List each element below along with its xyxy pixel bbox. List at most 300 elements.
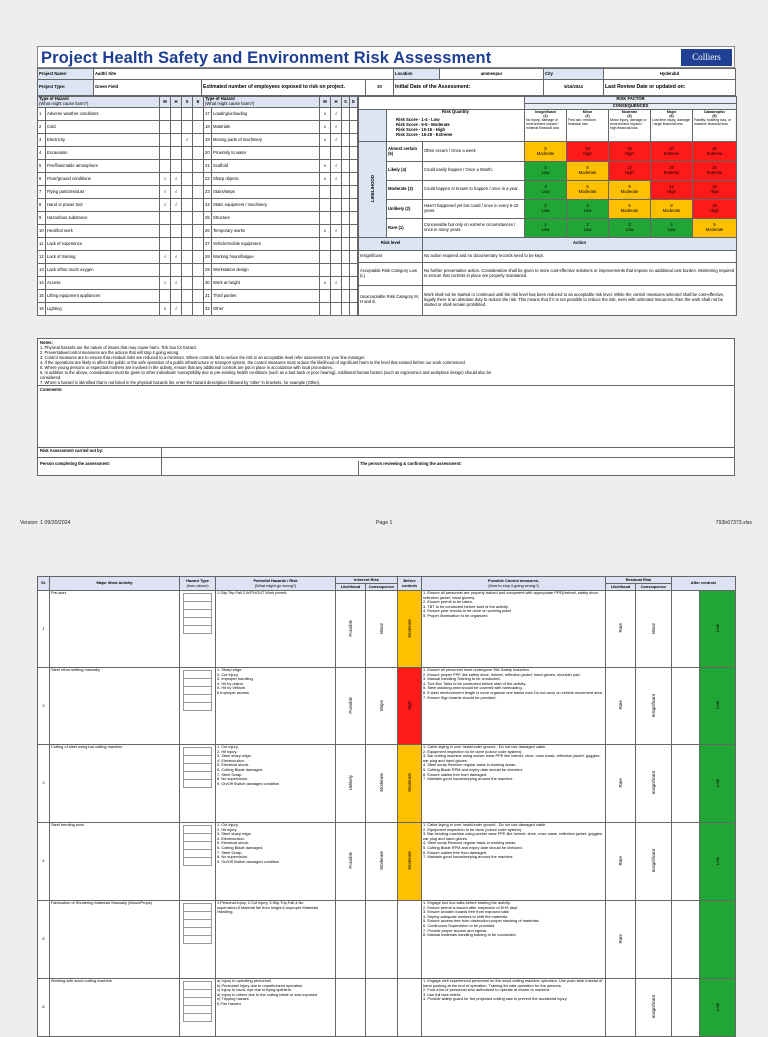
hazard-check-s[interactable]	[182, 199, 193, 212]
risk-score: 12	[669, 183, 674, 189]
risk-cell	[525, 180, 567, 199]
hazard-check-s[interactable]	[182, 277, 193, 290]
hazard-check-s[interactable]	[182, 160, 193, 173]
hazard-check-s[interactable]	[342, 199, 350, 212]
hazard-check-e[interactable]	[350, 264, 358, 277]
hazard-check-h[interactable]	[171, 121, 182, 134]
hazard-check-s[interactable]	[182, 212, 193, 225]
hazard-check-h[interactable]	[331, 303, 342, 316]
hazard-number: 24	[204, 199, 212, 212]
hazard-check-e[interactable]	[350, 212, 358, 225]
hazard-check-e[interactable]	[350, 121, 358, 134]
hazard-type-cells	[180, 979, 216, 1037]
hazard-type-input[interactable]	[184, 602, 212, 610]
action-header: Action	[423, 238, 737, 250]
after-controls-rating: Low	[700, 979, 736, 1037]
hazard-row	[38, 238, 358, 251]
hazard-check-m[interactable]: x	[320, 225, 331, 238]
completing-label: Person completing the assessment:	[40, 461, 111, 466]
after-spacer	[672, 591, 700, 668]
hazard-number: 12	[38, 251, 46, 264]
reviewing-label: The person reviewing & confirming the assessment:	[360, 461, 462, 466]
city-label: City	[544, 69, 604, 80]
risk-cell	[609, 142, 651, 161]
hazard-check-m[interactable]	[160, 108, 171, 121]
hazard-type-input[interactable]	[184, 834, 212, 842]
likelihood-level: Almost certain (5)	[387, 142, 423, 161]
hazard-check-h[interactable]	[331, 212, 342, 225]
hazard-type-input[interactable]	[184, 626, 212, 634]
hazard-row	[38, 108, 358, 121]
inherent-likelihood: Possible	[336, 823, 366, 901]
hazard-check-e[interactable]	[193, 212, 204, 225]
risk-rating: Low	[667, 227, 676, 233]
controls-header: Possible Control measures, (How to stop it going wrong?)	[422, 577, 606, 591]
hazard-check-m[interactable]	[160, 225, 171, 238]
hazard-check-s[interactable]	[342, 251, 350, 264]
hazard-check-h[interactable]	[171, 134, 182, 147]
hazard-check-h[interactable]	[331, 199, 342, 212]
risk-rating: Low	[541, 208, 550, 213]
activity-name: Steel rebar shifting manually	[50, 668, 180, 745]
hazard-type-input[interactable]	[184, 1014, 212, 1022]
hazard-check-e[interactable]	[350, 290, 358, 303]
hazard-check-e[interactable]	[193, 186, 204, 199]
hazard-check-s[interactable]	[182, 186, 193, 199]
potential-hazards: a) Injury to operating personnel. b) Personnel injury due to unauthorized operation. c) Injury to hand, eye due to flying splinters. d) Injury to others due to the cutting blade or saw exposed e) Tripping hazard. f) Fire Hazard	[216, 979, 336, 1037]
hazard-check-s[interactable]	[342, 134, 350, 147]
hazard-type-input[interactable]	[184, 850, 212, 858]
hazard-name: Lack of training	[46, 251, 160, 264]
risk-score: 25	[712, 145, 717, 151]
hazard-check-h[interactable]: √	[331, 160, 342, 173]
hazard-check-s[interactable]	[342, 147, 350, 160]
hazard-check-h[interactable]	[331, 238, 342, 251]
hazard-check-h[interactable]: √	[331, 121, 342, 134]
risk-cell	[525, 161, 567, 180]
hazard-number: 6	[38, 173, 46, 186]
hazard-check-s[interactable]	[182, 251, 193, 264]
title-bar	[37, 46, 735, 68]
hazard-check-m[interactable]	[320, 303, 331, 316]
hazard-check-e[interactable]	[193, 121, 204, 134]
risk-score: 10	[585, 145, 590, 151]
hazard-check-m[interactable]	[320, 264, 331, 277]
hazard-name: Lack of/too much oxygen	[46, 264, 160, 277]
hazard-type-input[interactable]	[184, 936, 212, 944]
hazard-check-e[interactable]	[193, 238, 204, 251]
hazard-name: Hand or power tool	[46, 199, 160, 212]
hazard-check-e[interactable]	[350, 134, 358, 147]
hazard-check-h[interactable]: √	[171, 186, 182, 199]
residual-likelihood: Rare	[606, 823, 636, 901]
risk-rating: High	[710, 208, 719, 213]
risk-score: 2	[586, 222, 589, 228]
before-controls-rating: High	[398, 668, 422, 745]
risk-cell	[567, 142, 609, 161]
hazard-name: Structure	[212, 212, 320, 225]
hazard-check-e[interactable]	[350, 251, 358, 264]
hazard-check-h[interactable]	[331, 186, 342, 199]
hazard-check-e[interactable]	[193, 277, 204, 290]
potential-hazards: 1. Sharp edge. 2. Cut injury. 3. Improper handling. 4. Hit by object. 5. Hit by Vehicle. 6.Improper access	[216, 668, 336, 745]
activity-sheet	[37, 576, 735, 1037]
hazard-type-cells	[180, 823, 216, 901]
location-value[interactable]: ammenpur	[440, 69, 544, 80]
hazard-check-e[interactable]	[350, 303, 358, 316]
hazard-check-e[interactable]	[350, 238, 358, 251]
hazard-check-s[interactable]	[342, 186, 350, 199]
hazard-name: Scaffold	[212, 160, 320, 173]
hazard-name: Adverse weather conditions	[46, 108, 160, 121]
risk-score: 6	[628, 203, 631, 209]
hazard-check-e[interactable]	[193, 264, 204, 277]
hazard-number: 13	[38, 264, 46, 277]
hazard-check-e[interactable]	[350, 160, 358, 173]
after-spacer	[672, 901, 700, 979]
risk-cell	[525, 219, 567, 238]
note-item: 4. If the operations are likely to affect the public or the safe operation of a public infrastructure or transport system, the control measures must reduce the likelihood of significant harm to the level that existed before our work commenced.	[40, 360, 466, 365]
hazard-check-m[interactable]	[320, 199, 331, 212]
hazard-check-m[interactable]	[160, 160, 171, 173]
hazard-check-h[interactable]: √	[171, 277, 182, 290]
hazard-check-m[interactable]	[320, 238, 331, 251]
hazard-check-m[interactable]	[320, 290, 331, 303]
hazard-check-s[interactable]	[182, 147, 193, 160]
risk-rating: High	[583, 150, 592, 156]
hazard-check-e[interactable]	[350, 186, 358, 199]
after-spacer	[672, 745, 700, 823]
hazard-type-input[interactable]	[184, 679, 212, 687]
hazard-check-s[interactable]	[342, 108, 350, 121]
activity-row	[38, 591, 736, 668]
hazard-check-h[interactable]	[171, 147, 182, 160]
hazard-check-h[interactable]: √	[171, 251, 182, 264]
residual-likelihood	[606, 979, 636, 1037]
hazard-type-header-2: Type of Hazard (What might cause harm?)	[204, 97, 320, 108]
risk-cell	[651, 180, 693, 199]
hazard-check-h[interactable]	[171, 160, 182, 173]
hazard-type-input[interactable]	[184, 1006, 212, 1014]
inherent-consequence: Moderate	[366, 745, 398, 823]
hazard-check-m[interactable]: x	[320, 173, 331, 186]
employees-label: Estimated number of employees exposed to risk on project.	[202, 80, 366, 96]
inherent-header: Inherent Risk	[336, 577, 398, 584]
consequence-moderate: Moderate (3) Minor injury, damage or environment impact / high financial loss	[609, 110, 651, 142]
hazard-number: 4	[38, 147, 46, 160]
hazard-check-h[interactable]: √	[171, 173, 182, 186]
hazard-check-h[interactable]: √	[331, 225, 342, 238]
hazard-check-h[interactable]	[331, 290, 342, 303]
hazard-check-s[interactable]	[342, 277, 350, 290]
hazard-check-m[interactable]: √	[160, 199, 171, 212]
hazard-check-m[interactable]: x	[320, 277, 331, 290]
residual-header: Residual Risk	[606, 577, 672, 584]
hazard-check-e[interactable]	[193, 134, 204, 147]
hazard-check-e[interactable]	[350, 225, 358, 238]
hazard-check-s[interactable]	[342, 160, 350, 173]
hazard-name: Excavation	[46, 147, 160, 160]
hazard-check-s[interactable]	[342, 225, 350, 238]
risk-cell	[651, 199, 693, 218]
hazard-check-e[interactable]	[350, 199, 358, 212]
hazard-check-e[interactable]	[193, 108, 204, 121]
hazard-check-e[interactable]	[193, 303, 204, 316]
employees-value[interactable]: 30	[366, 80, 394, 96]
hazard-type-input[interactable]	[184, 780, 212, 788]
risk-cell	[567, 199, 609, 218]
before-controls-rating: Moderate	[398, 745, 422, 823]
hazard-type-input[interactable]	[184, 842, 212, 850]
hazard-check-m[interactable]	[320, 212, 331, 225]
project-name-label: Project Name:	[38, 69, 94, 80]
after-header: After controls	[672, 577, 736, 591]
hazard-check-h[interactable]: √	[331, 134, 342, 147]
residual-consequence: Insignificant	[636, 668, 672, 745]
hazard-check-m[interactable]: √	[160, 277, 171, 290]
hazard-type-cells	[180, 591, 216, 668]
hazard-type-input[interactable]	[184, 920, 212, 928]
hazard-check-s[interactable]	[182, 290, 193, 303]
hazard-check-h[interactable]	[331, 147, 342, 160]
risk-rating: Low	[583, 208, 592, 213]
project-name-value[interactable]: Aadtri Site	[94, 69, 394, 80]
hazard-number: 18	[204, 121, 212, 134]
level-acceptable: Acceptable Risk Category Low (L)	[359, 263, 423, 286]
hazard-check-s[interactable]	[182, 303, 193, 316]
hazard-check-m[interactable]	[160, 134, 171, 147]
hazard-number: 25	[204, 212, 212, 225]
activity-name: Fabrication of Shuttering Materials Manually (Wood/Props)	[50, 901, 180, 979]
hazard-row	[38, 121, 358, 134]
hazard-check-s[interactable]	[182, 108, 193, 121]
hazard-type-input[interactable]	[184, 748, 212, 756]
initial-date-label: Initial Date of the Assessment:	[394, 80, 544, 96]
inherent-consequence: Major	[366, 668, 398, 745]
risk-score: 8	[586, 164, 589, 170]
hazard-check-e[interactable]	[350, 108, 358, 121]
hazard-check-s[interactable]	[182, 173, 193, 186]
hazard-check-h[interactable]	[331, 264, 342, 277]
hazard-type-col-header: Hazard Type (from above)	[180, 577, 216, 591]
hazard-type-input[interactable]	[184, 687, 212, 695]
hazard-check-h[interactable]	[331, 251, 342, 264]
comments-label: Comments:	[40, 387, 63, 392]
footer-version: Version: 1 09/20/2024	[20, 520, 71, 526]
hazard-check-s[interactable]	[182, 121, 193, 134]
hazard-name: Stairs/steps	[212, 186, 320, 199]
hazard-type-header: Type of Hazard (What might cause harm?)	[38, 97, 160, 108]
hazard-check-e[interactable]	[193, 225, 204, 238]
hazard-type-input[interactable]	[184, 982, 212, 990]
hazard-check-e[interactable]	[193, 147, 204, 160]
control-measures: 1. Cable laying in over head/under ground : Do not use damaged cable. 2. Equipment inspection to be done (colour code system). 3. Bar bending machine using worker wear PPE like helmet, shoe, nose mask, reflection jacket, goggles, ear plug and hand gloves. 4. Steel scrap Remove regular basic in working areas. 5. Cutting Blade RPM and expiry date should be checked. 6. Ensure cables free from damaged. 7. Maintain good housekeeping around the machine	[422, 823, 606, 901]
hazard-type-input[interactable]	[184, 826, 212, 834]
hazard-type-input[interactable]	[184, 928, 212, 936]
hazard-number: 7	[38, 186, 46, 199]
hazard-check-m[interactable]: √	[160, 251, 171, 264]
hazard-check-m[interactable]: √	[160, 173, 171, 186]
hazard-number: 19	[204, 134, 212, 147]
hazard-check-s[interactable]	[342, 303, 350, 316]
hazard-type-input[interactable]	[184, 756, 212, 764]
hazard-type-input[interactable]	[184, 998, 212, 1006]
hazard-type-input[interactable]	[184, 618, 212, 626]
hazard-name: Work at height	[212, 277, 320, 290]
hazard-check-h[interactable]: √	[331, 277, 342, 290]
hazard-check-m[interactable]: x	[320, 108, 331, 121]
activity-row	[38, 901, 736, 979]
control-measures: 1. Engage tool box talks before starting the activity. 2. Ensure permit is issued after inspection of EHS dept. 3. Ensure wooden boards free from exposed nails 4. Deploy adequate workers to shift the materials. 5. Ensure access free from obstruction.proper stacking of materials. 6. Continuous Supervision to be provided. 7. Provide proper access and egress. 8. Manual materials handling training to be conducted.	[422, 901, 606, 979]
hazard-check-s[interactable]	[182, 264, 193, 277]
hazard-check-m[interactable]	[320, 147, 331, 160]
hazard-check-e[interactable]	[193, 251, 204, 264]
risk-quantity-cell: Risk Quantity Risk Score - 1-4 - Low Risk Score - 5-9 - Moderate Risk Score - 10-15 - High Risk Score - 16-25 - Extreme	[387, 110, 525, 142]
potential-hazards: 1.Personal injury, 2.Cut injury, 3.Slip,Trip,Fall,4.No supervision,5.Material fall from height.6.Improper Materials Handling.	[216, 901, 336, 979]
hazard-check-h[interactable]: √	[331, 173, 342, 186]
hazard-check-h[interactable]: √	[171, 199, 182, 212]
matrix-row	[359, 161, 737, 180]
hazard-check-s[interactable]	[342, 121, 350, 134]
hazard-check-h[interactable]	[171, 264, 182, 277]
hazard-check-m[interactable]: x	[160, 303, 171, 316]
hazard-check-m[interactable]	[160, 212, 171, 225]
level-insignificant: Insignificant	[359, 250, 423, 262]
hazard-check-h[interactable]: √	[331, 108, 342, 121]
risk-cell	[609, 180, 651, 199]
hazard-type-input[interactable]	[184, 772, 212, 780]
hazard-row	[38, 134, 358, 147]
hazard-check-e[interactable]	[350, 147, 358, 160]
hazard-type-cells	[180, 901, 216, 979]
hazard-check-e[interactable]	[350, 173, 358, 186]
residual-likelihood: Rare	[606, 901, 636, 979]
hazard-check-e[interactable]	[193, 173, 204, 186]
hazard-row	[38, 212, 358, 225]
hazard-check-m[interactable]	[160, 290, 171, 303]
hazard-type-input[interactable]	[184, 990, 212, 998]
hazard-number: 28	[204, 251, 212, 264]
hazard-type-input[interactable]	[184, 610, 212, 618]
risk-score-list: Risk Score - 1-4 - Low Risk Score - 5-9 - Moderate Risk Score - 10-15 - High Risk Score - 16-25 - Extreme	[396, 117, 453, 137]
hazard-type-input[interactable]	[184, 671, 212, 679]
risk-cell	[651, 219, 693, 238]
hazard-check-e[interactable]	[193, 160, 204, 173]
hazard-check-m[interactable]	[160, 121, 171, 134]
likelihood-label: LIKELIHOOD	[359, 142, 387, 238]
inherent-likelihood: Possible	[336, 591, 366, 668]
hazard-type-input[interactable]	[184, 594, 212, 602]
hazard-check-m[interactable]: x	[320, 121, 331, 134]
notes-section	[37, 338, 735, 476]
hazard-number: 20	[204, 147, 212, 160]
hazard-check-s[interactable]	[342, 212, 350, 225]
city-value[interactable]: Hyderabd	[604, 69, 736, 80]
activity-name: Steel bending work	[50, 823, 180, 901]
hazard-check-e[interactable]	[350, 277, 358, 290]
hazard-check-s[interactable]: √	[182, 134, 193, 147]
hazard-type-input[interactable]	[184, 904, 212, 912]
hazard-check-h[interactable]	[171, 225, 182, 238]
hazard-check-h[interactable]	[171, 290, 182, 303]
project-type-value[interactable]: Green Field	[94, 80, 202, 96]
potential-header: Potential Hazards / Risk (What might go wrong?)	[216, 577, 336, 591]
hazard-check-m[interactable]	[320, 186, 331, 199]
hazard-row	[38, 199, 358, 212]
hazard-name: Moving parts of machinery	[212, 134, 320, 147]
page-title: Project Health Safety and Environment Risk Assessment	[41, 49, 492, 67]
hazard-check-h[interactable]: √	[171, 303, 182, 316]
risk-cell	[651, 142, 693, 161]
hazard-check-m[interactable]: x	[320, 160, 331, 173]
activity-sl: 4	[38, 823, 50, 901]
hazard-check-s[interactable]	[342, 264, 350, 277]
hazard-type-input[interactable]	[184, 695, 212, 703]
hazard-check-h[interactable]	[171, 108, 182, 121]
consequence-catastrophic: Catastrophic (5) Fatality, building loss, or massive financial loss	[693, 110, 737, 142]
hazard-check-s[interactable]	[342, 173, 350, 186]
hazard-check-h[interactable]	[171, 212, 182, 225]
hazard-type-input[interactable]	[184, 912, 212, 920]
footer-file: 793b67373.xlsx	[715, 520, 752, 526]
risk-rating: Extreme	[706, 150, 723, 156]
hazard-check-m[interactable]: x	[320, 134, 331, 147]
risk-score: 16	[669, 164, 674, 170]
hazard-check-s[interactable]	[182, 238, 193, 251]
hazard-check-s[interactable]	[342, 238, 350, 251]
assessment-sheet	[37, 68, 735, 316]
after-controls-rating: Low	[700, 668, 736, 745]
residual-likelihood-header: Likelihood	[606, 584, 636, 591]
hazard-check-e[interactable]	[193, 290, 204, 303]
risk-cell	[609, 219, 651, 238]
hazard-name: Lack of experience	[46, 238, 160, 251]
activity-row	[38, 745, 736, 823]
hazard-check-m[interactable]: √	[160, 186, 171, 199]
risk-cell	[693, 199, 737, 218]
hazard-check-m[interactable]	[160, 238, 171, 251]
potential-hazards: 1. Cut injury. 2. Hit injury. 3. Steel sharp edge. 4. Electrocution. 5. Electrical shock. 6. Cutting Blade damaged. 7. Steel Scrap. 8. No supervision. 9. On/Off Switch damaged condition	[216, 745, 336, 823]
hazard-type-input[interactable]	[184, 764, 212, 772]
hazard-check-m[interactable]	[160, 147, 171, 160]
hazard-number: 5	[38, 160, 46, 173]
hazard-check-m[interactable]	[160, 264, 171, 277]
likelihood-level: Rare (1)	[387, 219, 423, 238]
risk-cell	[525, 199, 567, 218]
hazard-number: 9	[38, 212, 46, 225]
risk-cell	[651, 161, 693, 180]
hazard-check-e[interactable]	[193, 199, 204, 212]
hazard-check-m[interactable]	[320, 251, 331, 264]
consequences-header: CONSEQUENCES	[525, 103, 737, 110]
matrix-row	[359, 142, 737, 161]
hazard-type-input[interactable]	[184, 858, 212, 866]
control-measures: 1. Ensure all personnel are properly trained and competent with appropriate PPE(Helmet, safety shoe, reflection jacket, hand gloves). 2. Ensure permit to be taken. 3. TBT to be conducted before start of the activity. 4. Ensure prior checks to be done on working place 5. Proper illumination to be organized	[422, 591, 606, 668]
hazard-number: 21	[204, 160, 212, 173]
hazard-check-s[interactable]	[342, 290, 350, 303]
risk-cell	[693, 180, 737, 199]
initial-date-value[interactable]: 6/16/2024	[544, 80, 604, 96]
inherent-likelihood: Possible	[336, 668, 366, 745]
hazard-type-input[interactable]	[184, 703, 212, 711]
risk-rating: High	[625, 150, 634, 156]
risk-rating: Extreme	[663, 169, 680, 175]
hazard-check-h[interactable]	[171, 238, 182, 251]
hazard-check-s[interactable]	[182, 225, 193, 238]
likelihood-desc: Could happen or known to happen / once in a year.	[423, 180, 525, 199]
hazard-name: Floor/ground conditions	[46, 173, 160, 186]
hazard-name: Third parties	[212, 290, 320, 303]
